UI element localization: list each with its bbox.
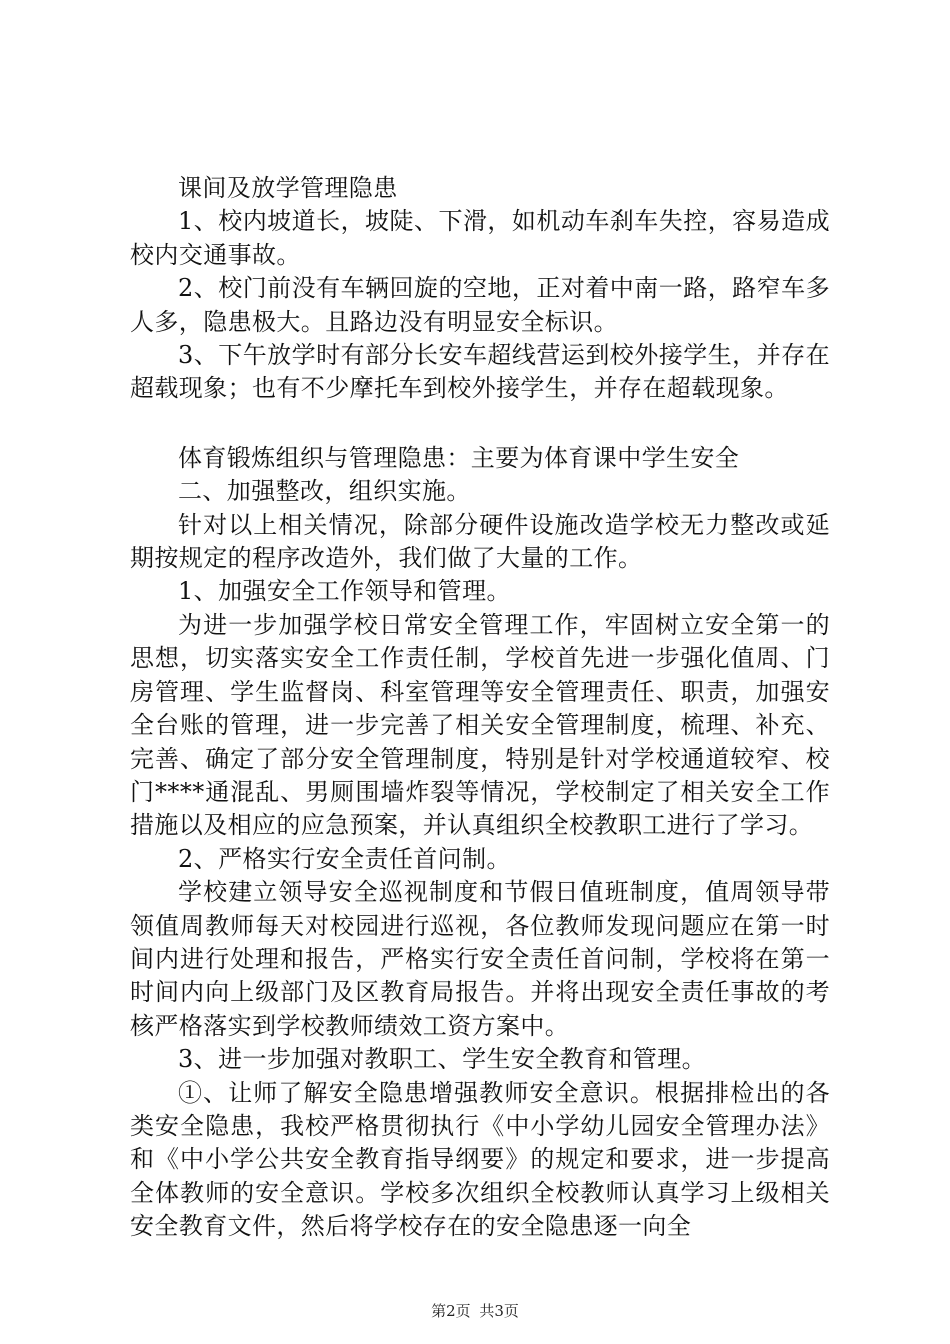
document-body bbox=[130, 172, 830, 1244]
paragraph-intro: 针对以上相关情况，除部分硬件设施改造学校无力整改或延期按规定的程序改造外，我们做了大量的工作。 bbox=[130, 510, 830, 573]
paragraph-sub-1-heading: 1、加强安全工作领导和管理。 bbox=[178, 577, 511, 606]
paragraph-sub-3-heading: 3、进一步加强对教职工、学生安全教育和管理。 bbox=[178, 1045, 707, 1074]
paragraph-sub-2-body: 学校建立领导安全巡视制度和节假日值班制度，值周领导带领值周教师每天对校园进行巡视，各位教师发现问题应在第一时间内进行处理和报告，严格实行安全责任首问制，学校将在第一时间内向上级部门及区教育局报告。并将出现安全责任事故的考核严格落实到学校教师绩效工资方案中。 bbox=[130, 878, 830, 1040]
paragraph-heading-break-hazards: 课间及放学管理隐患 bbox=[178, 174, 398, 202]
paragraph-spacer bbox=[130, 406, 830, 442]
page-total: 共3页 bbox=[479, 1302, 519, 1320]
paragraph-sub-3-body: ①、让师了解安全隐患增强教师安全意识。根据排检出的各类安全隐患，我校严格贯彻执行《中小学幼儿园安全管理办法》和《中小学公共安全教育指导纲要》的规定和要求，进一步提高全体教师的安全意识。学校多次组织全校教师认真学习上级相关安全教育文件，然后将学校存在的安全隐患逐一向全 bbox=[130, 1078, 830, 1241]
paragraph-heading-pe-hazards: 体育锻炼组织与管理隐患：主要为体育课中学生安全 bbox=[178, 443, 740, 472]
page-footer bbox=[0, 1300, 950, 1321]
paragraph-item-3-pickup: 3、下午放学时有部分长安车超线营运到校外接学生，并存在超载现象；也有不少摩托车到校外接学生，并存在超载现象。 bbox=[130, 341, 830, 403]
page-number: 第2页 bbox=[431, 1302, 471, 1320]
paragraph-item-1-slope: 1、校内坡道长，坡陡、下滑，如机动车刹车失控，容易造成校内交通事故。 bbox=[130, 207, 830, 269]
paragraph-sub-2-heading: 2、严格实行安全责任首问制。 bbox=[178, 844, 511, 873]
paragraph-section-2-heading: 二、加强整改，组织实施。 bbox=[178, 477, 471, 506]
paragraph-item-2-gate: 2、校门前没有车辆回旋的空地，正对着中南一路，路窄车多人多，隐患极大。且路边没有明显安全标识。 bbox=[130, 274, 830, 336]
paragraph-sub-1-body: 为进一步加强学校日常安全管理工作，牢固树立安全第一的思想，切实落实安全工作责任制，学校首先进一步强化值周、门房管理、学生监督岗、科室管理等安全管理责任、职责，加强安全台账的管理，进一步完善了相关安全管理制度，梳理、补充、完善、确定了部分安全管理制度，特别是针对学校通道较窄、校门****通混乱、男厕围墙炸裂等情况，学校制定了相关安全工作措施以及相应的应急预案，并认真组织全校教职工进行了学习。 bbox=[130, 610, 830, 840]
